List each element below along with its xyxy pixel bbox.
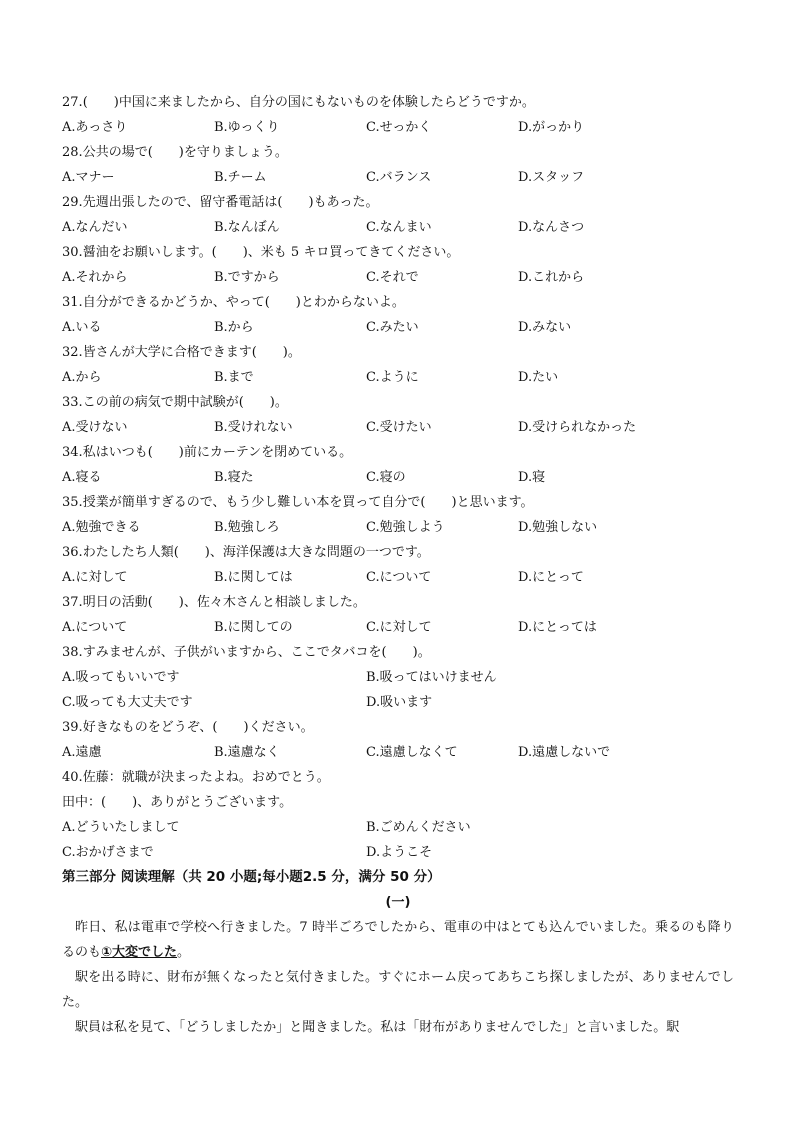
option-a[interactable]: A.なんだい: [62, 220, 128, 235]
options-33: [62, 415, 734, 440]
question-39: [62, 715, 734, 740]
options-40-row1: [62, 815, 734, 840]
question-number: 27.: [62, 95, 83, 110]
option-b[interactable]: B.に関しては: [214, 570, 293, 585]
passage-subtitle: (一): [385, 895, 411, 910]
options-27: [62, 115, 734, 140]
option-b[interactable]: B.から: [214, 320, 254, 335]
question-text: 授業が簡単すぎるので、もう少し難しい本を買って自分で( )と思います。: [82, 495, 534, 510]
option-d[interactable]: D.これから: [518, 270, 585, 285]
question-number: 30.: [62, 245, 83, 260]
option-a[interactable]: A.受けない: [62, 420, 128, 435]
question-37: [62, 590, 734, 615]
option-c[interactable]: C.ように: [366, 370, 419, 385]
option-d[interactable]: D.勉強しない: [518, 520, 598, 535]
option-d[interactable]: D.みない: [518, 320, 572, 335]
question-34: [62, 440, 734, 465]
option-b[interactable]: B.ごめんください: [366, 820, 471, 835]
option-a[interactable]: A.から: [62, 370, 102, 385]
question-29: [62, 190, 734, 215]
question-32: [62, 340, 734, 365]
question-28: [62, 140, 734, 165]
options-37: [62, 615, 734, 640]
option-b[interactable]: B.ですから: [214, 270, 280, 285]
options-29: [62, 215, 734, 240]
option-c[interactable]: C.なんまい: [366, 220, 432, 235]
option-b[interactable]: B.遠慮なく: [214, 745, 280, 760]
option-d[interactable]: D.受けられなかった: [518, 420, 637, 435]
option-b[interactable]: B.受けれない: [214, 420, 293, 435]
question-text: 明日の活動( )、佐々木さんと相談しました。: [82, 595, 366, 610]
option-a[interactable]: A.あっさり: [62, 120, 128, 135]
question-text-line1: 佐藤：就職が決まったよね。おめでとう。: [82, 770, 330, 785]
question-number: 37.: [62, 595, 83, 610]
option-a[interactable]: A.吸ってもいいです: [62, 670, 180, 685]
option-d[interactable]: D.なんさつ: [518, 220, 585, 235]
question-text: 皆さんが大学に合格できます( )。: [82, 345, 301, 360]
question-text: 自分ができるかどうか、やって( )とわからないよ。: [82, 295, 405, 310]
question-number: 28.: [62, 145, 83, 160]
option-d[interactable]: D.吸います: [366, 695, 433, 710]
question-list: [62, 90, 734, 640]
option-a[interactable]: A.寝る: [62, 470, 102, 485]
option-b[interactable]: B.に関しての: [214, 620, 293, 635]
option-d[interactable]: D.遠慮しないで: [518, 745, 611, 760]
option-c[interactable]: C.せっかく: [366, 120, 432, 135]
passage-paragraph-1: [62, 915, 734, 965]
question-text: ( )中国に来ましたから、自分の国にもないものを体験したらどうですか。: [82, 95, 535, 110]
question-text: 私はいつも( )前にカーテンを閉めている。: [82, 445, 353, 460]
question-number: 36.: [62, 545, 83, 560]
option-b[interactable]: B.なんぼん: [214, 220, 280, 235]
option-a[interactable]: A.いる: [62, 320, 102, 335]
option-c[interactable]: C.吸っても大丈夫です: [62, 695, 193, 710]
question-number: 34.: [62, 445, 83, 460]
question-38: [62, 640, 734, 665]
question-33: [62, 390, 734, 415]
option-b[interactable]: B.寝た: [214, 470, 254, 485]
option-d[interactable]: D.にとって: [518, 570, 584, 585]
options-36: [62, 565, 734, 590]
question-number: 29.: [62, 195, 83, 210]
options-34: [62, 465, 734, 490]
option-c[interactable]: C.寝の: [366, 470, 406, 485]
options-32: [62, 365, 734, 390]
passage-paragraph-3: 駅員は私を見て、「どうしましたか」と聞きました。私は「財布がありませんでした」と言いました。駅: [75, 1020, 680, 1035]
option-c[interactable]: C.バランス: [366, 170, 432, 185]
option-c[interactable]: C.勉強しよう: [366, 520, 445, 535]
option-c[interactable]: C.おかげさまで: [62, 845, 154, 860]
question-text: 先週出張したので、留守番電話は( )もあった。: [82, 195, 379, 210]
option-b[interactable]: B.まで: [214, 370, 254, 385]
option-b[interactable]: B.チーム: [214, 170, 267, 185]
question-number: 38.: [62, 645, 83, 660]
option-d[interactable]: D.がっかり: [518, 120, 585, 135]
option-d[interactable]: D.にとっては: [518, 620, 597, 635]
options-38-row1: [62, 665, 734, 690]
options-31: [62, 315, 734, 340]
paragraph-text: 昨日、私は電車で学校へ行きました。7 時半ごろでしたから、電車の中はとても込んでいました。乗るのも降りるのも: [62, 920, 734, 960]
options-28: [62, 165, 734, 190]
question-text: 公共の場で( )を守りましょう。: [82, 145, 288, 160]
option-d[interactable]: D.スタッフ: [518, 170, 585, 185]
question-number: 39.: [62, 720, 83, 735]
question-number: 40.: [62, 770, 83, 785]
option-a[interactable]: A.について: [62, 620, 128, 635]
question-text: 好きなものをどうぞ、( )ください。: [82, 720, 314, 735]
options-35: [62, 515, 734, 540]
option-a[interactable]: A.に対して: [62, 570, 128, 585]
question-number: 33.: [62, 395, 83, 410]
question-36: [62, 540, 734, 565]
question-number: 31.: [62, 295, 83, 310]
question-number: 35.: [62, 495, 83, 510]
question-text: 醤油をお願いします。( )、米も 5 キロ買ってきてください。: [82, 245, 460, 260]
option-c[interactable]: C.に対して: [366, 620, 432, 635]
option-b[interactable]: B.勉強しろ: [214, 520, 280, 535]
options-39: [62, 740, 734, 765]
option-d[interactable]: D.ようこそ: [366, 845, 433, 860]
option-a[interactable]: A.マナー: [62, 170, 115, 185]
question-40-line2: 田中：( )、ありがとうございます。: [62, 795, 293, 810]
question-27: [62, 90, 734, 115]
question-text: わたしたち人類( )、海洋保護は大きな問題の一つです。: [82, 545, 430, 560]
question-40: [62, 765, 734, 790]
question-number: 32.: [62, 345, 83, 360]
option-b[interactable]: B.吸ってはいけません: [366, 670, 497, 685]
question-text: すみませんが、子供がいますから、ここでタバコを( )。: [82, 645, 431, 660]
question-35: [62, 490, 734, 515]
paragraph-text-end: 。: [177, 945, 191, 960]
options-30: [62, 265, 734, 290]
section-title: 第三部分 阅读理解（共 20 小题;每小题2.5 分，满分 50 分）: [62, 869, 441, 885]
question-text: この前の病気で期中試験が( )。: [82, 395, 288, 410]
option-d[interactable]: D.たい: [518, 370, 559, 385]
option-d[interactable]: D.寝: [518, 470, 546, 485]
question-31: [62, 290, 734, 315]
underlined-phrase: ①大変でした: [101, 945, 178, 960]
options-38-row2: [62, 690, 734, 715]
option-c[interactable]: C.受けたい: [366, 420, 432, 435]
options-40-row2: [62, 840, 734, 865]
option-c[interactable]: C.みたい: [366, 320, 419, 335]
option-c[interactable]: C.について: [366, 570, 432, 585]
option-a[interactable]: A.それから: [62, 270, 128, 285]
option-c[interactable]: C.それで: [366, 270, 419, 285]
option-b[interactable]: B.ゆっくり: [214, 120, 280, 135]
option-a[interactable]: A.遠慮: [62, 745, 102, 760]
option-c[interactable]: C.遠慮しなくて: [366, 745, 458, 760]
option-a[interactable]: A.勉強できる: [62, 520, 141, 535]
option-a[interactable]: A.どういたしまして: [62, 820, 180, 835]
exam-content: [62, 90, 734, 1040]
question-30: [62, 240, 734, 265]
passage-paragraph-2: 駅を出る時に、財布が無くなったと気付きました。すぐにホーム戻ってあちこち探しましたが、ありませんでした。: [62, 970, 734, 1010]
